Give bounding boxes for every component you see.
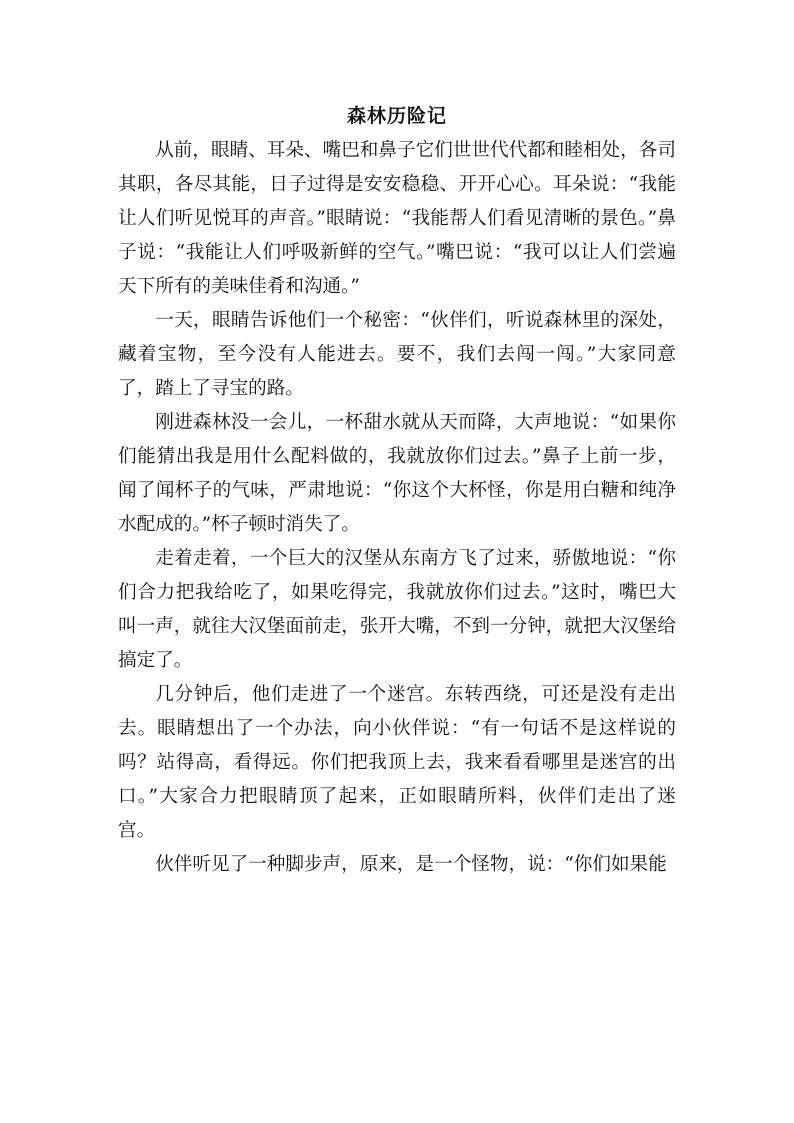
paragraph-5: 几分钟后，他们走进了一个迷宫。东转西绕，可还是没有走出去。眼睛想出了一个办法，向小伙伴说：“有一句话不是这样说的吗？站得高，看得远。你们把我顶上去，我来看看哪里是迷宫的出口。”大家合力把眼睛顶了起来，正如眼睛所料，伙伴们走出了迷宫。 [118,684,676,841]
document-title: 森林历险记 [346,105,447,127]
paragraph-2: 一天，眼睛告诉他们一个秘密：“伙伴们，听说森林里的深处，藏着宝物，至今没有人能进去。要不，我们去闯一闯。”大家同意了，踏上了寻宝的路。 [118,310,676,399]
paragraph-4: 走着走着，一个巨大的汉堡从东南方飞了过来，骄傲地说：“你们合力把我给吃了，如果吃得完，我就放你们过去。”这时，嘴巴大叫一声，就往大汉堡面前走，张开大嘴，不到一分钟，就把大汉堡给搞定了。 [118,548,676,671]
paragraph-6: 伙伴听见了一种脚步声，原来，是一个怪物，说：“你们如果能 [155,854,667,875]
document-body [118,134,676,882]
paragraph-1: 从前，眼睛、耳朵、嘴巴和鼻子它们世世代代都和睦相处，各司其职，各尽其能，日子过得是安安稳稳、开开心心。耳朵说：“我能让人们听见悦耳的声音。”眼睛说：“我能帮人们看见清晰的景色。”鼻子说：“我能让人们呼吸新鲜的空气。”嘴巴说：“我可以让人们尝遍天下所有的美味佳肴和沟通。” [118,140,676,297]
paragraph-3: 刚进森林没一会儿，一杯甜水就从天而降，大声地说：“如果你们能猜出我是用什么配料做的，我就放你们过去。”鼻子上前一步，闻了闻杯子的气味，严肃地说：“你这个大杯怪，你是用白糖和纯净水配成的。”杯子顿时消失了。 [118,412,676,535]
